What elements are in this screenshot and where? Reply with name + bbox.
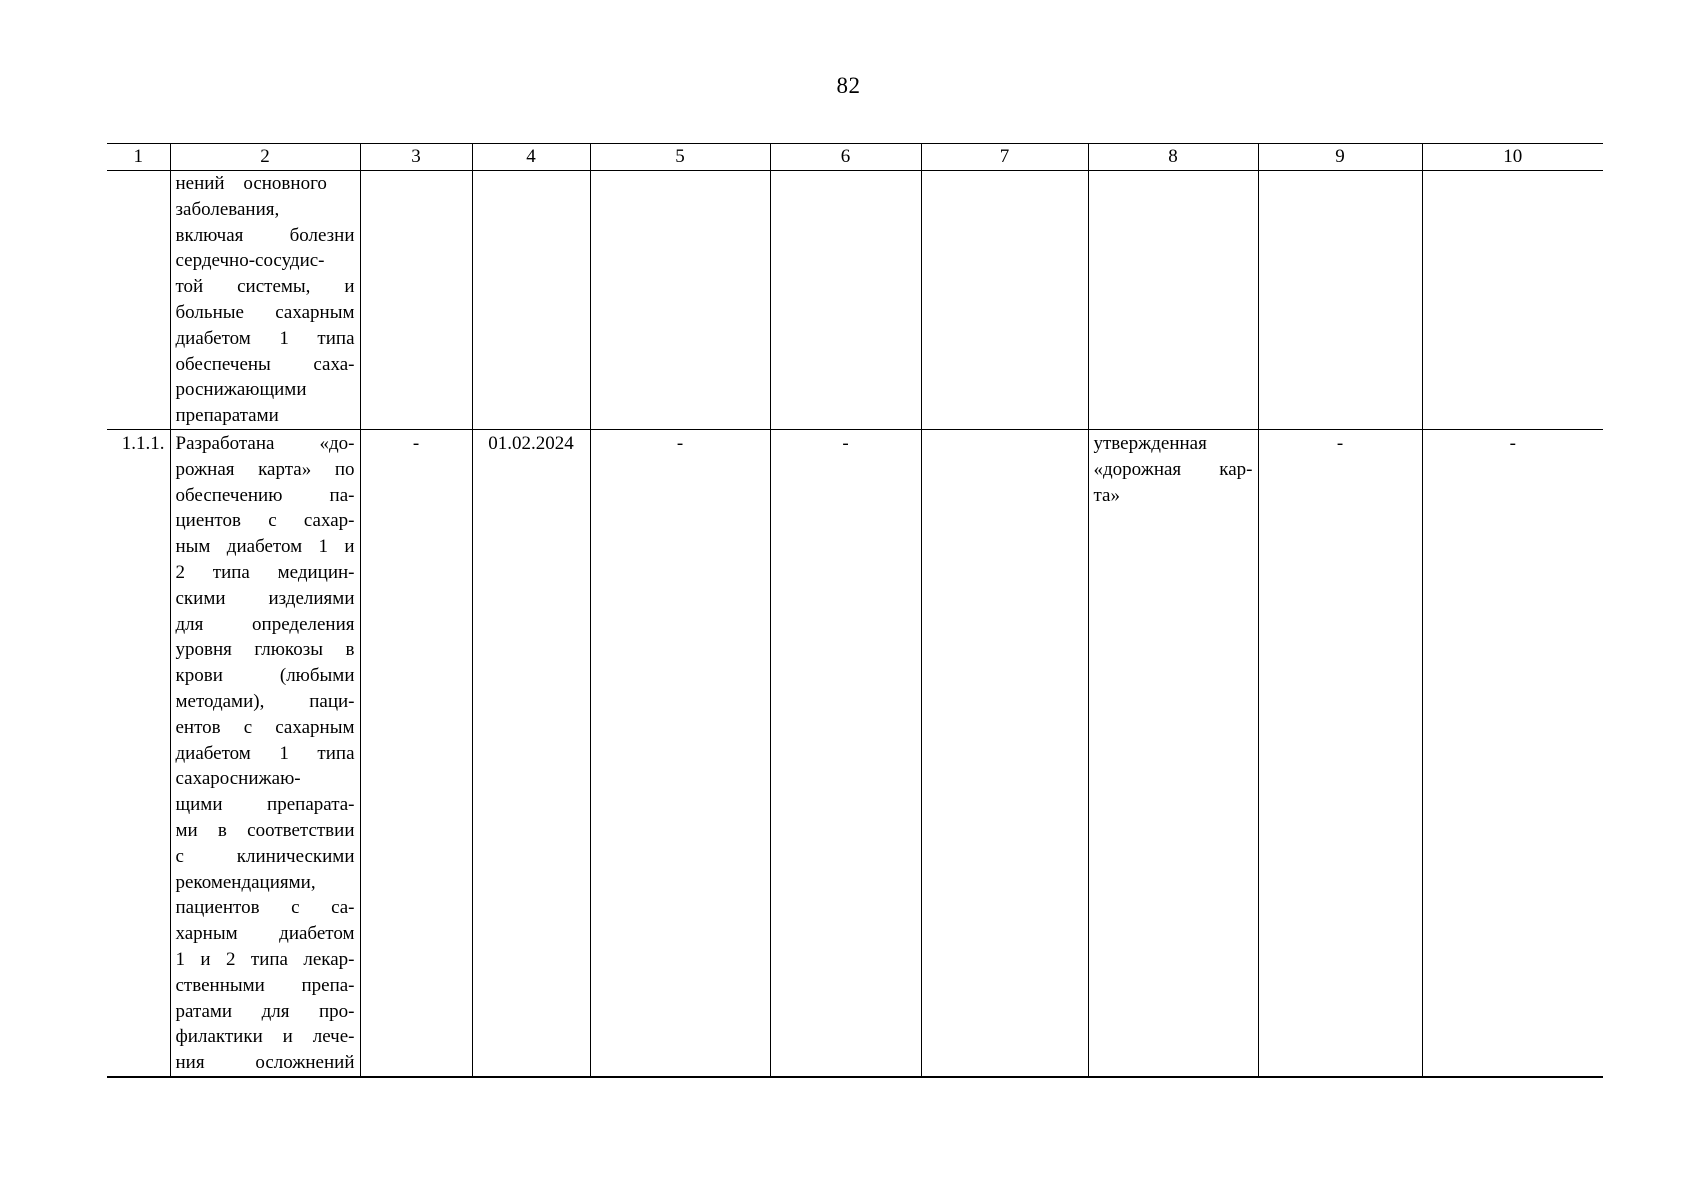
description-line: ентов с сахарным xyxy=(175,716,355,738)
column-header: 7 xyxy=(921,144,1088,171)
table-cell: - xyxy=(1422,430,1603,1077)
description-line: сердечно-сосудис- xyxy=(175,250,325,272)
result-cell xyxy=(1088,430,1258,1077)
description-line: рекомендациями, xyxy=(175,871,316,893)
page-number: 82 xyxy=(836,73,861,98)
description-line: обеспечению па- xyxy=(175,484,355,506)
column-header: 10 xyxy=(1422,144,1603,171)
description-line: рожная карта» по xyxy=(175,458,355,480)
description-line: нений основного xyxy=(175,173,327,194)
table-cell xyxy=(360,171,472,430)
result-line: та» xyxy=(1093,484,1120,506)
description-line: с клиническими xyxy=(175,845,355,867)
description-line: диабетом 1 типа xyxy=(175,327,355,349)
column-header: 9 xyxy=(1258,144,1422,171)
description-line: циентов с сахар- xyxy=(175,510,355,532)
table-cell: - xyxy=(360,430,472,1077)
table-cell: - xyxy=(1258,430,1422,1077)
table-cell: - xyxy=(590,430,770,1077)
table-cell: - xyxy=(770,430,921,1077)
column-header: 4 xyxy=(472,144,590,171)
row-number-cell xyxy=(107,171,170,430)
column-header: 5 xyxy=(590,144,770,171)
description-line: уровня глюкозы в xyxy=(175,639,355,661)
description-cell xyxy=(170,430,360,1077)
table-row xyxy=(107,430,1603,1077)
description-line: 1 и 2 типа лекар- xyxy=(175,948,355,970)
description-line: включая болезни xyxy=(175,224,355,246)
table-header-row xyxy=(107,144,1603,171)
description-line: диабетом 1 типа xyxy=(175,742,355,764)
table-cell xyxy=(1422,171,1603,430)
description-cell xyxy=(170,171,360,430)
description-line: ратами для про- xyxy=(175,1000,355,1022)
description-line: ным диабетом 1 и xyxy=(175,536,355,558)
table-cell xyxy=(1258,171,1422,430)
description-line: ния осложнений xyxy=(175,1052,355,1074)
description-line: щими препарата- xyxy=(175,794,355,816)
column-header: 6 xyxy=(770,144,921,171)
date-cell xyxy=(472,171,590,430)
table-row xyxy=(107,171,1603,430)
description-line: филактики и лече- xyxy=(175,1026,355,1048)
description-line: заболевания, xyxy=(175,198,280,220)
row-number-cell: 1.1.1. xyxy=(107,430,170,1077)
description-line: больные сахарным xyxy=(175,301,355,323)
description-line: препаратами xyxy=(175,405,279,427)
description-line: 2 типа медицин- xyxy=(175,561,355,583)
description-line: харным диабетом xyxy=(175,923,355,945)
column-header: 1 xyxy=(107,144,170,171)
description-line: обеспечены саха- xyxy=(175,353,355,375)
column-header: 2 xyxy=(170,144,360,171)
description-line: сахароснижаю- xyxy=(175,768,301,790)
description-line: той системы, и xyxy=(175,276,355,298)
data-table xyxy=(107,143,1603,1078)
result-line: утвержденная xyxy=(1093,433,1207,454)
description-line: скими изделиями xyxy=(175,587,355,609)
date-cell: 01.02.2024 xyxy=(472,430,590,1077)
table-cell xyxy=(921,430,1088,1077)
result-line: «дорожная кар- xyxy=(1093,458,1253,480)
description-line: методами), паци- xyxy=(175,690,355,712)
description-line: ственными препа- xyxy=(175,974,355,996)
result-cell xyxy=(1088,171,1258,430)
column-header: 3 xyxy=(360,144,472,171)
table-cell xyxy=(590,171,770,430)
description-line: Разработана «до- xyxy=(175,433,355,454)
description-line: крови (любыми xyxy=(175,665,355,687)
description-line: ми в соответствии xyxy=(175,819,355,841)
column-header: 8 xyxy=(1088,144,1258,171)
description-line: пациентов с са- xyxy=(175,897,355,919)
table-cell xyxy=(770,171,921,430)
description-line: роснижающими xyxy=(175,379,307,401)
description-line: для определения xyxy=(175,613,355,635)
table-cell xyxy=(921,171,1088,430)
